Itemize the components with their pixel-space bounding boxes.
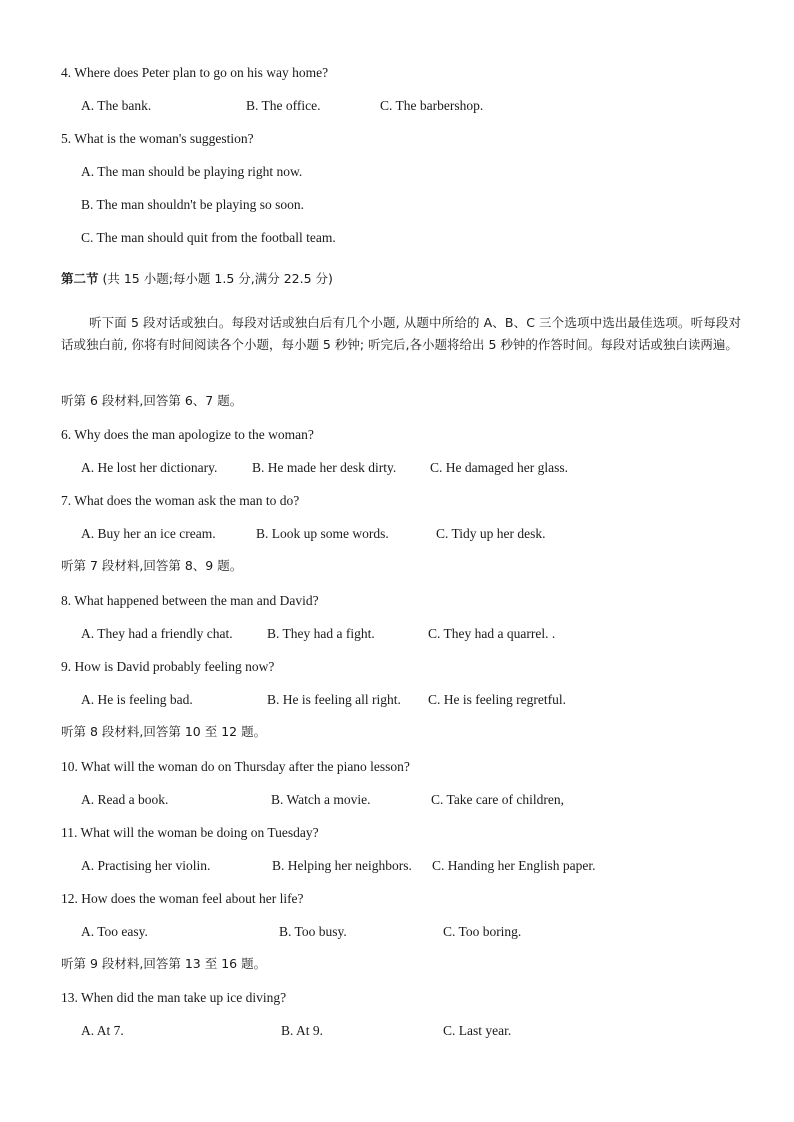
q8-option-a: A. They had a friendly chat. — [81, 626, 233, 641]
question-5: 5. What is the woman's suggestion? — [61, 131, 254, 146]
q11-option-c: C. Handing her English paper. — [432, 858, 596, 873]
q12-option-b: B. Too busy. — [279, 924, 347, 939]
q4-option-a: A. The bank. — [81, 98, 152, 113]
q8-option-c: C. They had a quarrel. . — [428, 626, 556, 641]
q4-option-b: B. The office. — [246, 98, 321, 113]
section-heading — [61, 272, 333, 286]
group-heading-6: 听第 6 段材料,回答第 6、7 题。 — [61, 393, 243, 408]
question-11: 11. What will the woman be doing on Tuesday? — [61, 825, 319, 840]
group-heading-8: 听第 8 段材料,回答第 10 至 12 题。 — [61, 724, 267, 739]
q13-option-c: C. Last year. — [443, 1023, 512, 1038]
q7-option-c: C. Tidy up her desk. — [436, 526, 546, 541]
q10-option-a: A. Read a book. — [81, 792, 169, 807]
q13-option-a: A. At 7. — [81, 1023, 124, 1038]
question-4: 4. Where does Peter plan to go on his way home? — [61, 65, 329, 80]
section-title: 第二节 — [61, 271, 99, 286]
q8-option-b: B. They had a fight. — [267, 626, 375, 641]
question-9: 9. How is David probably feeling now? — [61, 659, 275, 674]
q7-option-b: B. Look up some words. — [256, 526, 389, 541]
q5-option-a: A. The man should be playing right now. — [81, 164, 303, 179]
question-10: 10. What will the woman do on Thursday after the piano lesson? — [61, 759, 410, 774]
q13-option-b: B. At 9. — [281, 1023, 324, 1038]
question-7: 7. What does the woman ask the man to do? — [61, 493, 300, 508]
q9-option-c: C. He is feeling regretful. — [428, 692, 566, 707]
q10-option-b: B. Watch a movie. — [271, 792, 371, 807]
question-8: 8. What happened between the man and David? — [61, 593, 319, 608]
question-6: 6. Why does the man apologize to the woman? — [61, 427, 314, 442]
section-info: (共 15 小题;每小题 1.5 分,满分 22.5 分) — [98, 271, 333, 286]
q7-option-a: A. Buy her an ice cream. — [81, 526, 216, 541]
q6-option-a: A. He lost her dictionary. — [81, 460, 218, 475]
q12-option-a: A. Too easy. — [81, 924, 148, 939]
q4-option-c: C. The barbershop. — [380, 98, 484, 113]
q6-option-b: B. He made her desk dirty. — [252, 460, 397, 475]
q9-option-b: B. He is feeling all right. — [267, 692, 401, 707]
section-instructions: 听下面 5 段对话或独白。每段对话或独白后有几个小题, 从题中所给的 A、B、C 三个选项中选出最佳选项。听每段对话或独白前, 你将有时间阅读各个小题，每小题 5 秒钟; 听完后,各小题将给出 5 秒钟的作答时间。每段对话或独白读两遍。 — [61, 315, 741, 352]
q11-option-b: B. Helping her neighbors. — [272, 858, 412, 873]
q5-option-c: C. The man should quit from the football team. — [81, 230, 336, 245]
group-heading-7: 听第 7 段材料,回答第 8、9 题。 — [61, 558, 243, 573]
q11-option-a: A. Practising her violin. — [81, 858, 211, 873]
question-12: 12. How does the woman feel about her life? — [61, 891, 304, 906]
q12-option-c: C. Too boring. — [443, 924, 522, 939]
q6-option-c: C. He damaged her glass. — [430, 460, 568, 475]
q10-option-c: C. Take care of children, — [431, 792, 564, 807]
group-heading-9: 听第 9 段材料,回答第 13 至 16 题。 — [61, 956, 267, 971]
q5-option-b: B. The man shouldn't be playing so soon. — [81, 197, 305, 212]
q9-option-a: A. He is feeling bad. — [81, 692, 193, 707]
question-13: 13. When did the man take up ice diving? — [61, 990, 287, 1005]
